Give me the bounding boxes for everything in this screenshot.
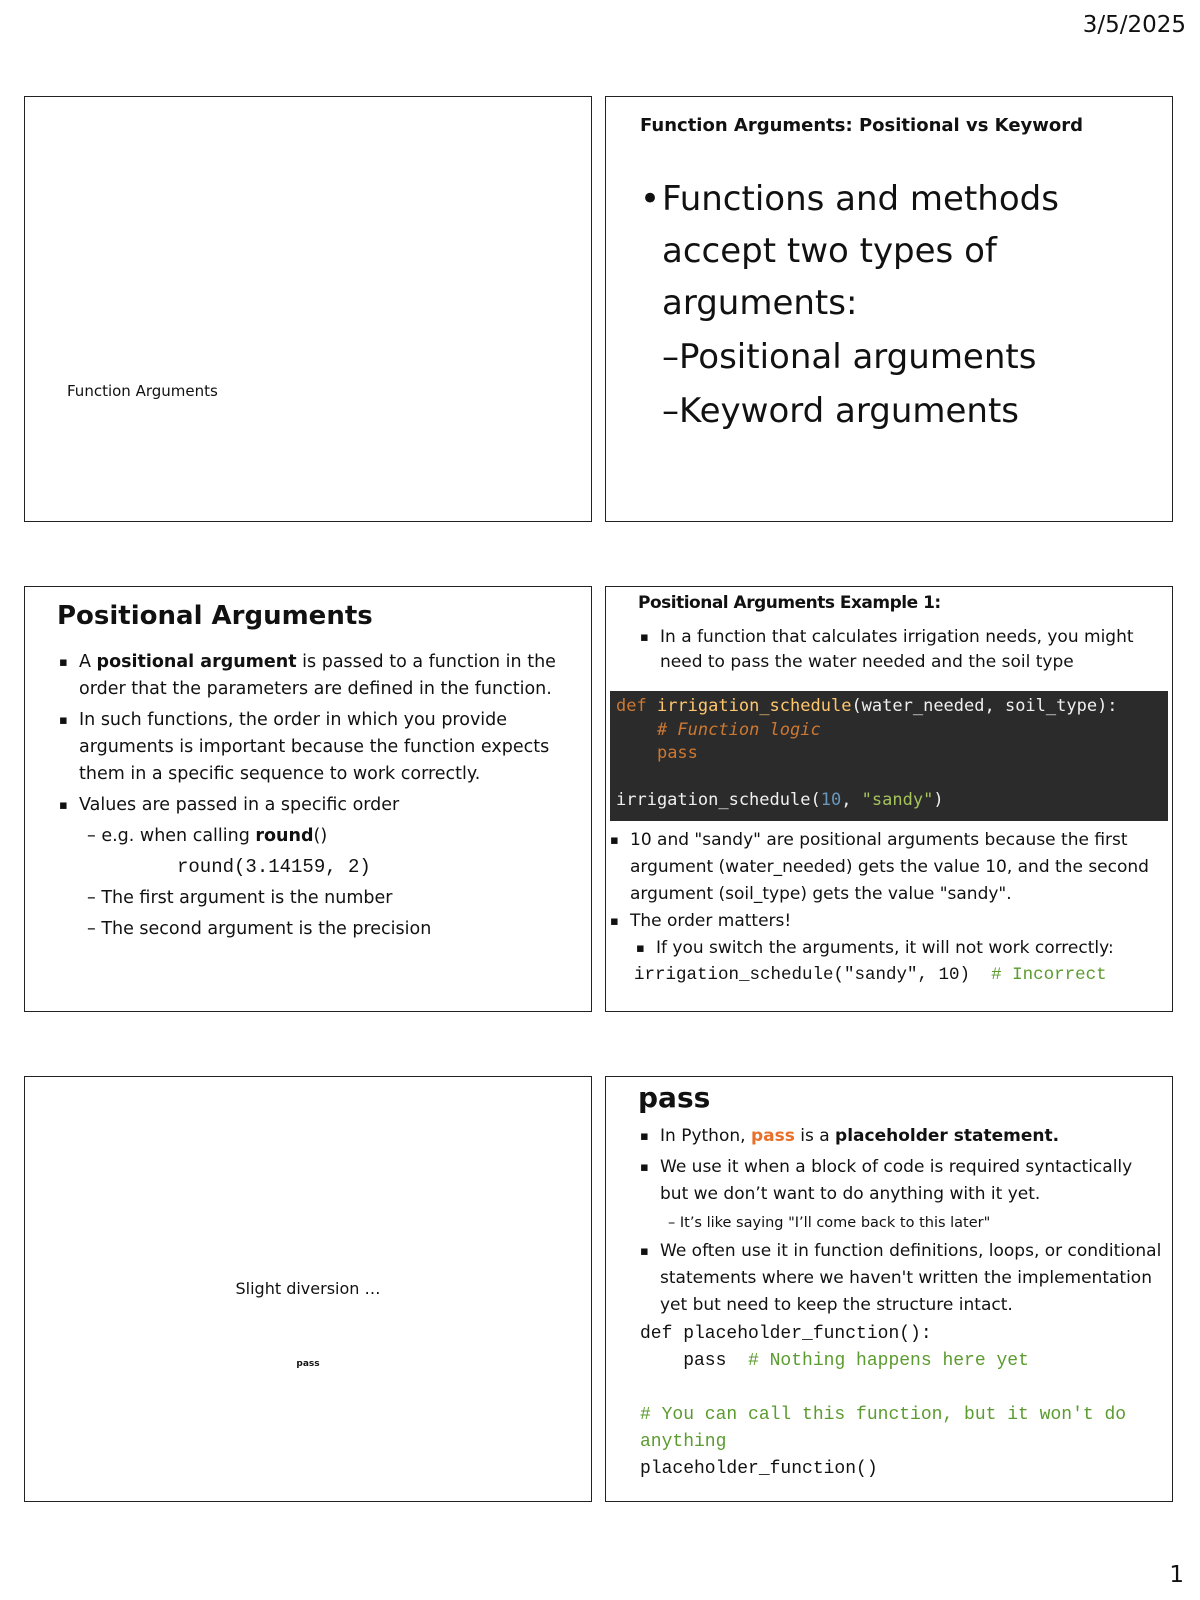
- slide-4-title: Positional Arguments Example 1:: [638, 593, 941, 613]
- sub-bullet-keyword: –Keyword arguments: [662, 391, 1019, 431]
- bullet-icon: ▪: [59, 655, 68, 670]
- bullet-icon: ▪: [59, 713, 68, 728]
- sub-bullet-text: (): [313, 826, 328, 846]
- code-example: round(3.14159, 2): [177, 856, 371, 878]
- code-number: 10: [820, 790, 842, 810]
- bold-term: positional argument: [96, 652, 297, 672]
- sub-bullet-item: [636, 935, 1168, 962]
- code-keyword: def: [616, 696, 647, 716]
- code-comment: # Nothing happens here yet: [726, 1351, 1029, 1371]
- code-text: ,: [841, 790, 862, 810]
- bullet-text: A: [79, 652, 97, 672]
- code-comment: # You can call this function, but it won't do anything: [640, 1405, 1127, 1452]
- code-text: irrigation_schedule(: [616, 790, 821, 810]
- bold-term: placeholder statement.: [835, 1126, 1060, 1146]
- slide-5-subtitle: pass: [296, 1359, 320, 1369]
- code-line: def placeholder_function():: [640, 1324, 932, 1344]
- bullet-text: is passed to a function in the order that the parameters are defined in the function.: [79, 652, 556, 699]
- bullet-icon: ▪: [640, 1129, 649, 1144]
- slide-6: [605, 1076, 1173, 1502]
- code-text: pass: [640, 1351, 727, 1371]
- handout-date: 3/5/2025: [1082, 12, 1186, 38]
- sub-bullet: – It’s like saying "I’ll come back to this later": [668, 1215, 991, 1231]
- bullet-icon: •: [640, 179, 661, 219]
- code-block: [610, 691, 1168, 821]
- sub-bullet-text: If you switch the arguments, it will not work correctly:: [656, 938, 1114, 958]
- sub-bullet: [59, 823, 573, 850]
- page-number: 1: [1169, 1562, 1184, 1588]
- slide-2-bullets: [640, 173, 1152, 437]
- bullet-text: Functions and methods accept two types of arguments:: [662, 179, 1059, 323]
- bullet-icon: ▪: [640, 1160, 649, 1175]
- bullet-item: [59, 707, 573, 788]
- bullet-text: Values are passed in a specific order: [79, 795, 400, 815]
- sub-bullet: – The first argument is the number: [87, 888, 393, 908]
- bullet-text: The order matters!: [630, 911, 792, 931]
- bullet-item: [640, 1154, 1164, 1208]
- bullet-icon: ▪: [610, 833, 619, 848]
- code-comment: # Incorrect: [991, 965, 1107, 985]
- bullet-item: [640, 1123, 1164, 1150]
- bullet-item: [640, 173, 1152, 329]
- bullet-icon: ▪: [640, 1244, 649, 1259]
- bullet-item: [640, 1238, 1164, 1319]
- sub-bullet: – The second argument is the precision: [87, 919, 432, 939]
- bullet-item: [59, 649, 573, 703]
- slide-5: [24, 1076, 592, 1502]
- slide-3-bullets: [59, 649, 573, 947]
- slide-5-title: Slight diversion …: [235, 1279, 381, 1298]
- slide-4-intro: [640, 625, 1154, 679]
- bold-term: round: [255, 826, 314, 846]
- slide-4: [605, 586, 1173, 1012]
- bullet-text: We often use it in function definitions, loops, or conditional statements where we haven't written the implementation yet but need to keep the structure intact.: [660, 1241, 1162, 1315]
- bullet-icon: ▪: [59, 798, 68, 813]
- slide-3-title: Positional Arguments: [57, 601, 373, 631]
- slide-2: [605, 96, 1173, 522]
- code-string: "sandy": [861, 790, 934, 810]
- code-comment: # Function logic: [656, 719, 821, 740]
- code-text: (water_needed, soil_type):: [851, 696, 1118, 716]
- slide-6-title: pass: [638, 1081, 711, 1114]
- bullet-text: 10 and "sandy" are positional arguments because the first argument (water_needed) gets the value 10, and the second argument (soil_type) gets the value "sandy".: [630, 830, 1149, 904]
- code-text: irrigation_schedule("sandy", 10): [634, 965, 971, 985]
- bullet-text: We use it when a block of code is required syntactically but we don’t want to do anything with it yet.: [660, 1157, 1133, 1204]
- bullet-text: In Python,: [660, 1126, 751, 1146]
- bullet-icon: ▪: [636, 941, 645, 956]
- slide-2-title: Function Arguments: Positional vs Keyword: [640, 115, 1084, 136]
- code-line: [640, 1348, 1164, 1375]
- bullet-text: In a function that calculates irrigation needs, you might need to pass the water needed and the soil type: [660, 627, 1134, 672]
- code-text: ): [933, 790, 944, 810]
- bullet-icon: ▪: [640, 630, 649, 645]
- code-line: placeholder_function(): [640, 1459, 878, 1479]
- code-comment-line: [640, 1402, 1164, 1456]
- keyword-highlight: pass: [750, 1126, 795, 1146]
- code-keyword: pass: [656, 743, 698, 763]
- sub-bullet-text: – e.g. when calling: [87, 826, 256, 846]
- bullet-text: In such functions, the order in which you provide arguments is important because the function expects them in a specific sequence to work correctly.: [79, 710, 550, 784]
- bullet-item: [59, 792, 573, 819]
- sub-bullet-positional: –Positional arguments: [662, 337, 1037, 377]
- slide-6-bullets: [640, 1123, 1164, 1483]
- slide-1-title: Function Arguments: [67, 382, 218, 400]
- bullet-item: [640, 625, 1154, 675]
- code-function-name: irrigation_schedule: [656, 696, 852, 716]
- slide-3: [24, 586, 592, 1012]
- incorrect-code-example: [610, 962, 1168, 989]
- bullet-text: is a: [794, 1126, 836, 1146]
- bullet-icon: ▪: [610, 914, 619, 929]
- bullet-item: [610, 908, 1168, 935]
- bullet-item: [610, 827, 1168, 908]
- slide-1: [24, 96, 592, 522]
- slide-4-explanation: [610, 827, 1168, 989]
